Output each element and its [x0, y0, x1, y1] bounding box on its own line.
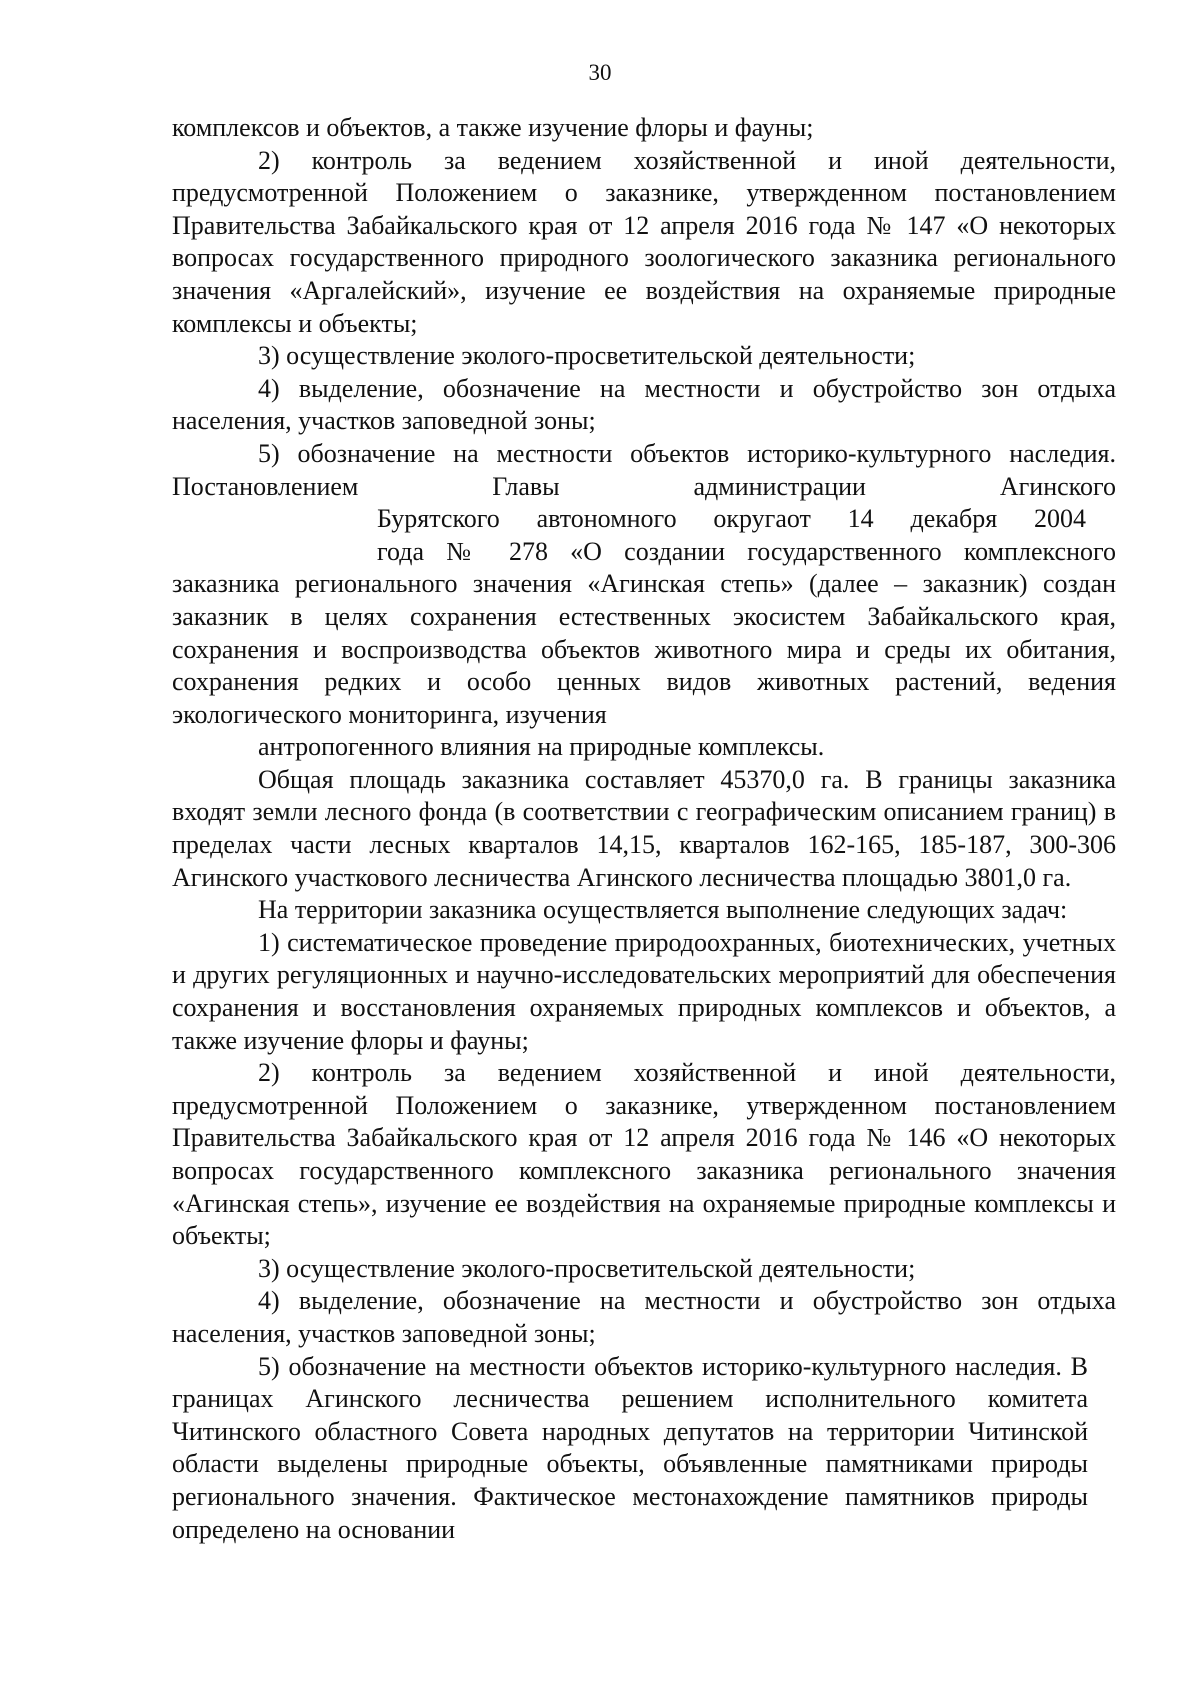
paragraph-9: Общая площадь заказника составляет 45370,0 га. В границы заказника входят земли лесного фонда (в соответствии с географическим описанием границ) в пределах части лесных кварталов 14,15, кварталов 162-165, 185-187, 300-306 Агинского участкового лесничества Агинского лесничества площадью 3801,0 га. [172, 764, 1116, 892]
paragraph-5: 5) обозначение на местности объектов историко-культурного наследия. Постановлением Главы администрации Агинского [172, 438, 1116, 501]
paragraph-13: 3) осуществление эколого-просветительской деятельности; [258, 1253, 916, 1283]
paragraph-1: комплексов и объектов, а также изучение флоры и фауны; [172, 113, 814, 142]
paragraph-8: антропогенного влияния на природные комплексы. [258, 732, 825, 762]
paragraph-2: 2) контроль за ведением хозяйственной и иной деятельности, предусмотренной Положением о заказнике, утвержденном постановлением Правительства Забайкальского края от 12 апреля 2016 года № 147 «О некоторых вопросах государственного природного зоологического заказника регионального значения «Аргалейский», изучение ее воздействия на охраняемые природные комплексы и объекты; [172, 145, 1116, 338]
page-number: 30 [588, 60, 612, 85]
paragraph-7: года № 278 «О создании государственного комплексного заказника регионального значения «Агинская степь» (далее – заказник) создан заказник в целях сохранения естественных экосистем Забайкальского края, сохранения и воспроизводства объектов животного мира и среды их обитания, сохранения редких и особо ценных видов животных растений, ведения экологического мониторинга, изучения [172, 536, 1116, 729]
paragraph-11: 1) систематическое проведение природоохранных, биотехнических, учетных и других регуляционных и научно-исследовательских мероприятий для обеспечения сохранения и восстановления охраняемых природных комплексов и объектов, а также изучение флоры и фауны; [172, 927, 1116, 1055]
paragraph-12: 2) контроль за ведением хозяйственной и иной деятельности, предусмотренной Положением о заказнике, утвержденном постановлением Правительства Забайкальского края от 12 апреля 2016 года № 146 «О некоторых вопросах государственного комплексного заказника регионального значения «Агинская степь», изучение ее воздействия на охраняемые природные комплексы и объекты; [172, 1058, 1116, 1251]
paragraph-14: 4) выделение, обозначение на местности и обустройство зон отдыха населения, участков заповедной зоны; [172, 1286, 1116, 1348]
paragraph-3: 3) осуществление эколого-просветительской деятельности; [258, 341, 916, 371]
paragraph-15: 5) обозначение на местности объектов историко-культурного наследия. В границах Агинского лесничества решением исполнительного комитета Читинского областного Совета народных депутатов на территории Читинской области выделены природные объекты, объявленные памятниками природы регионального значения. Фактическое местонахождение памятников природы определено на основании [172, 1351, 1088, 1544]
paragraph-6: Бурятского автономного округаот 14 декабря 2004 [377, 504, 1086, 534]
paragraph-10: На территории заказника осуществляется выполнение следующих задач: [258, 895, 1068, 925]
paragraph-4: 4) выделение, обозначение на местности и обустройство зон отдыха населения, участков заповедной зоны; [172, 373, 1116, 436]
document-body [172, 112, 1116, 1546]
